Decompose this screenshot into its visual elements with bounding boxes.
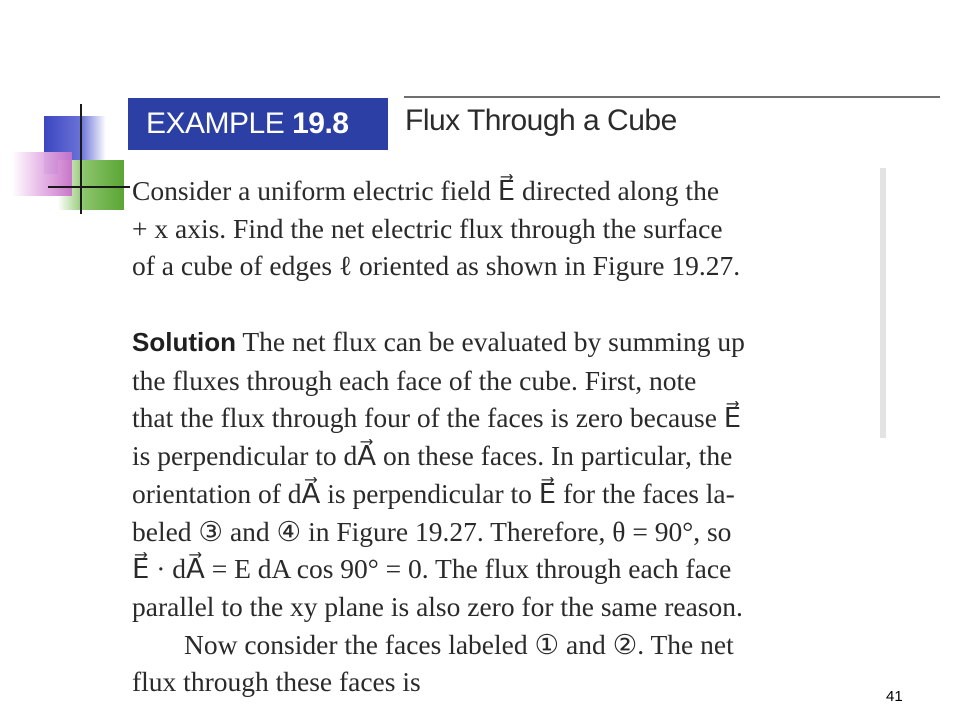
header-rule (404, 96, 940, 98)
solution-line: is perpendicular to dA⃗ on these faces. In particular, the (132, 440, 733, 472)
decorative-vertical-line (80, 104, 82, 214)
solution-line (132, 323, 892, 362)
solution-line: orientation of dA⃗ is perpendicular to E⃗ for the faces la- (132, 477, 735, 509)
example-title: Flux Through a Cube (405, 104, 677, 137)
decorative-pink-square (12, 152, 72, 196)
problem-line: + x axis. Find the net electric flux through the surface (132, 212, 723, 244)
solution-line: parallel to the xy plane is also zero for the same reason. (132, 590, 743, 622)
solution-line: the fluxes through each face of the cube. First, note (132, 364, 697, 396)
example-number: 19.8 (292, 107, 349, 140)
problem-line: of a cube of edges ℓ oriented as shown in Figure 19.27. (132, 250, 741, 282)
problem-line: Consider a uniform electric field E⃗ directed along the (132, 175, 720, 206)
example-label-box (128, 98, 388, 150)
solution-label: Solution (132, 327, 236, 357)
solution-line: that the flux through four of the faces is zero because E⃗ (132, 402, 742, 434)
solution-line: flux through these faces is (132, 666, 421, 698)
solution-line: Now consider the faces labeled ① and ②. The net (184, 628, 734, 660)
problem-statement (132, 172, 892, 285)
solution-line-text: The net flux can be evaluated by summing up (242, 326, 745, 357)
decorative-horizontal-line (48, 186, 130, 188)
page-number: 41 (886, 688, 903, 705)
solution-text (132, 323, 892, 701)
solution-line: beled ③ and ④ in Figure 19.27. Therefore, θ = 90°, so (132, 515, 732, 547)
solution-line: E⃗ · dA⃗ = E dA cos 90° = 0. The flux through each face (132, 553, 732, 585)
example-word: EXAMPLE (146, 107, 285, 140)
